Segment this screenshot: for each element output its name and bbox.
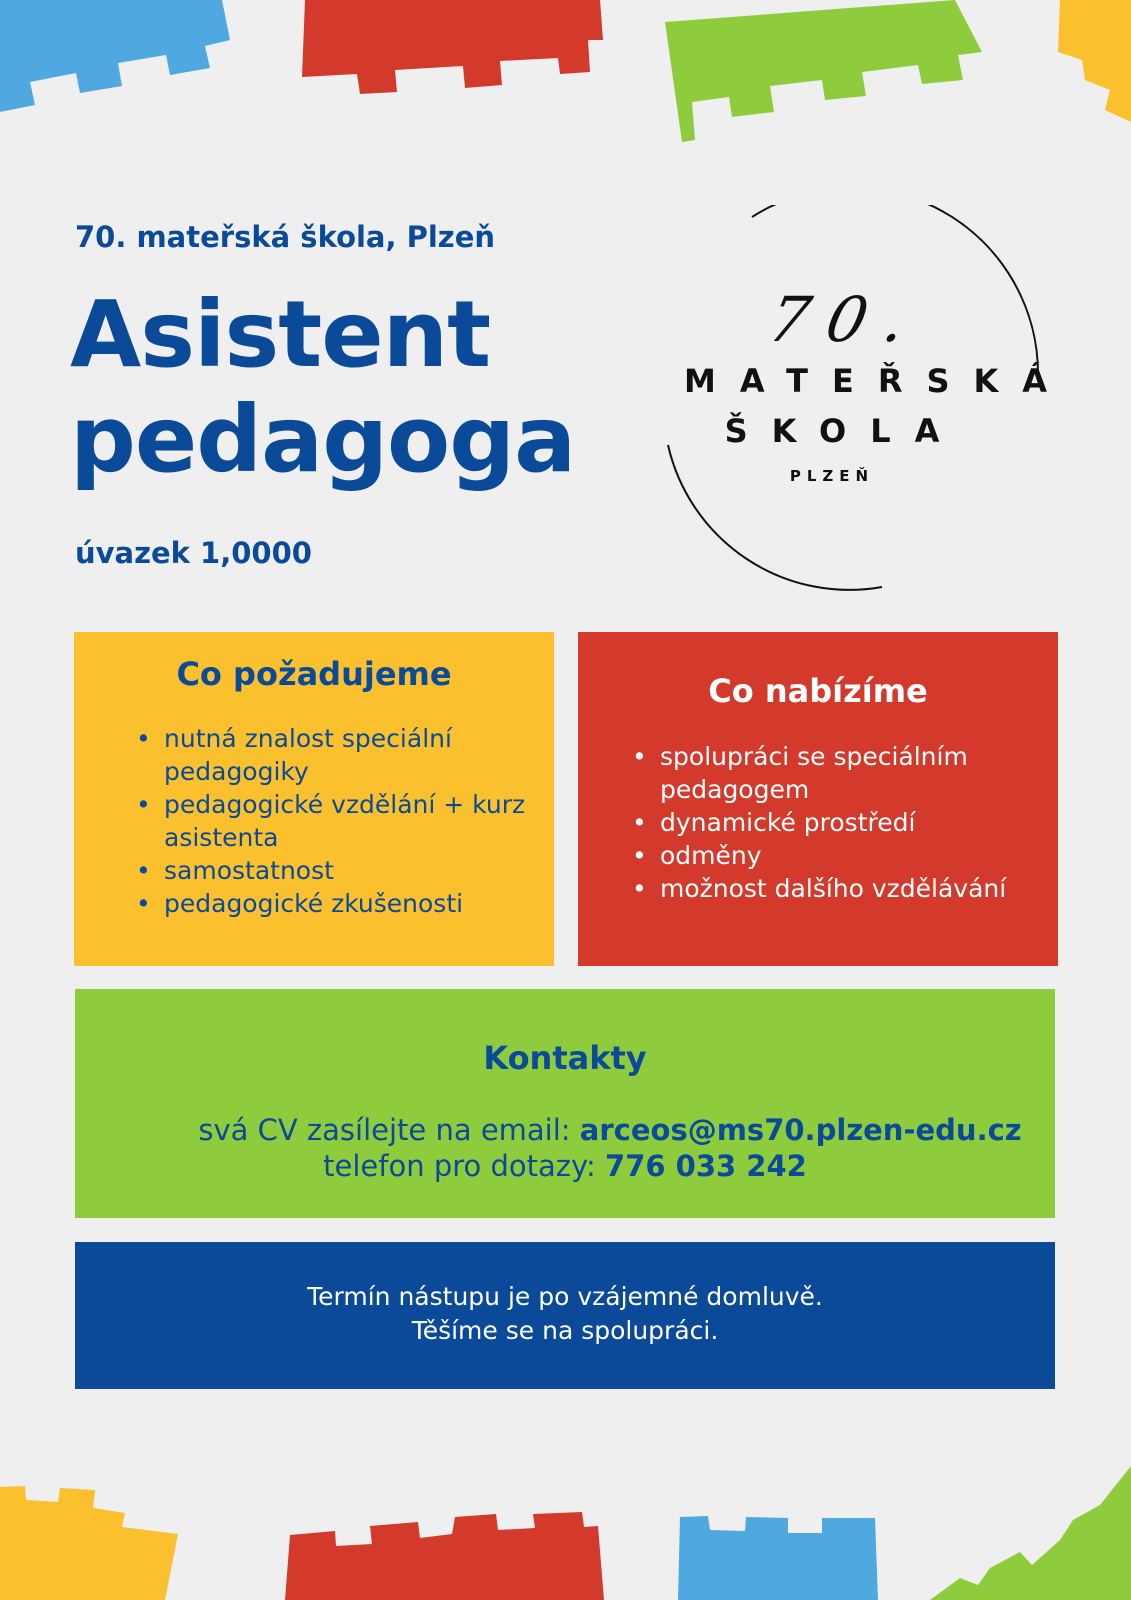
title-line-1: Asistent — [70, 281, 491, 388]
workload-text: úvazek 1,0000 — [75, 536, 312, 570]
start-date-text: Termín nástupu je po vzájemné domluvě. — [307, 1282, 823, 1311]
list-item: • spolupráci se speciálním pedagogem — [628, 740, 1048, 806]
list-item: • možnost dalšího vzdělávání — [628, 872, 1048, 905]
page-title — [70, 282, 575, 492]
green-block-top — [665, 0, 982, 142]
logo-line-plzen: PLZEŇ — [789, 467, 875, 485]
contacts-box — [75, 989, 1055, 1218]
contacts-heading: Kontakty — [483, 1039, 647, 1077]
email-link[interactable]: arceos@ms70.plzen-edu.cz — [579, 1113, 1022, 1147]
phone-label: telefon pro dotazy: — [323, 1149, 606, 1183]
logo-line-materska: MATEŘSKÁ — [684, 362, 1072, 400]
email-line — [120, 1113, 1100, 1147]
offers-heading: Co nabízíme — [708, 672, 928, 710]
green-block-bottom-right — [930, 1466, 1131, 1600]
closing-text: Těšíme se na spolupráci. — [411, 1316, 719, 1345]
phone-number[interactable]: 776 033 242 — [605, 1149, 807, 1183]
list-item: • pedagogické zkušenosti — [132, 887, 542, 920]
logo-circle-arc — [660, 205, 1072, 605]
list-item: • pedagogické vzdělání + kurz asistenta — [132, 788, 542, 854]
blue-block-bottom — [678, 1516, 878, 1600]
school-logo — [660, 205, 1072, 605]
requirements-heading: Co požadujeme — [176, 655, 452, 693]
list-item: • dynamické prostředí — [628, 806, 1048, 839]
blue-block-top-left — [0, 0, 230, 112]
footer-box — [75, 1242, 1055, 1389]
requirements-list — [132, 722, 542, 920]
logo-number: 70. — [762, 283, 931, 356]
phone-line — [75, 1149, 1055, 1183]
yellow-block-top-right — [1058, 0, 1131, 122]
red-block-top — [302, 0, 603, 94]
list-item: • nutná znalost speciální pedagogiky — [132, 722, 542, 788]
logo-line-skola: ŠKOLA — [724, 412, 964, 450]
offers-list — [628, 740, 1048, 905]
requirements-box — [74, 632, 554, 966]
title-line-2: pedagoga — [70, 386, 576, 493]
school-name-subtitle: 70. mateřská škola, Plzeň — [75, 220, 496, 254]
email-label: svá CV zasílejte na email: — [198, 1113, 580, 1147]
offers-box — [578, 632, 1058, 966]
list-item: • samostatnost — [132, 854, 542, 887]
red-block-bottom — [285, 1512, 604, 1600]
yellow-block-bottom-left — [0, 1486, 178, 1600]
list-item: • odměny — [628, 839, 1048, 872]
